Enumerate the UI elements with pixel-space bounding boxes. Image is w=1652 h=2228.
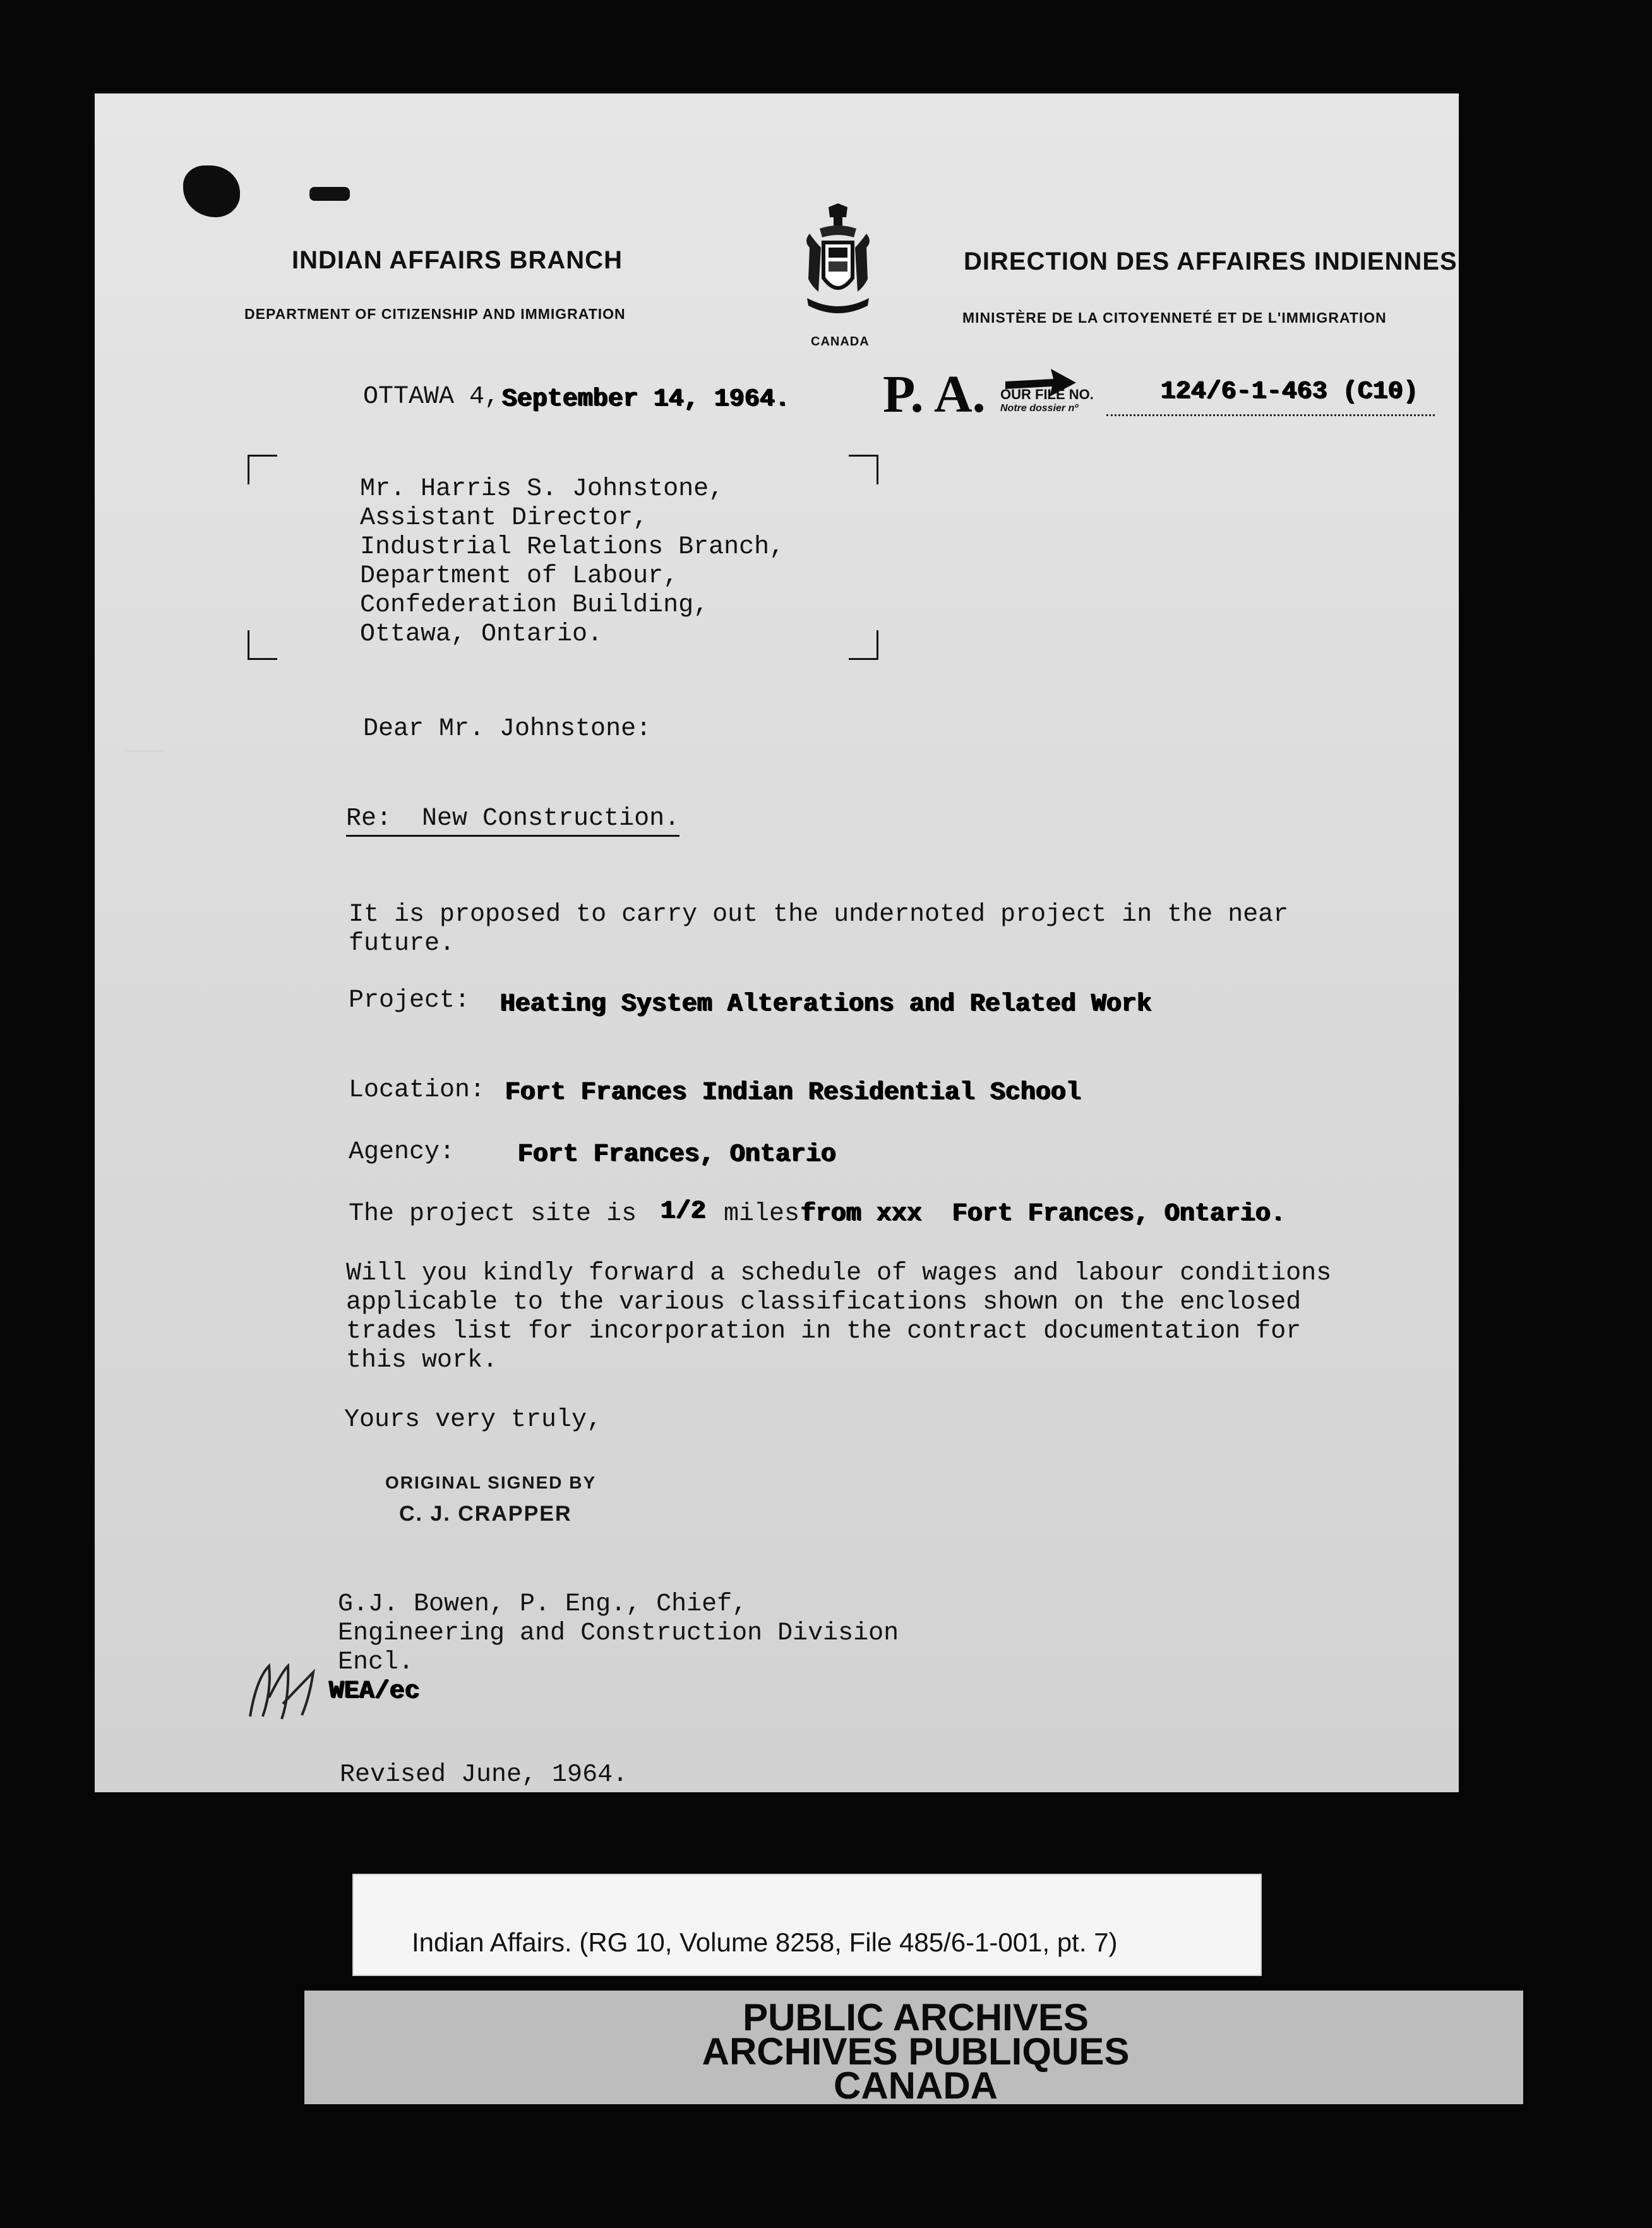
signatory-block xyxy=(329,1590,899,1706)
project-label: Project: xyxy=(349,986,470,1015)
revised-note: Revised June, 1964. xyxy=(340,1761,628,1789)
closing: Yours very truly, xyxy=(344,1406,602,1434)
addressee-line: Ottawa, Ontario. xyxy=(360,620,603,649)
pa-mark: P. A. xyxy=(883,365,986,424)
site-from: from xxx Fort Frances, Ontario. xyxy=(801,1200,1286,1228)
file-number-underline xyxy=(1106,414,1435,416)
bracket-bottom-right xyxy=(849,630,878,660)
archive-label-strip xyxy=(352,1874,1262,1976)
signatory-line: Engineering and Construction Division xyxy=(338,1619,899,1648)
archive-stamp-line: ARCHIVES PUBLIQUES xyxy=(702,2030,1130,2073)
handwritten-initial-icon xyxy=(244,1653,332,1729)
agency-value: Fort Frances, Ontario xyxy=(518,1141,837,1169)
crest-label: CANADA xyxy=(811,335,870,349)
request-line: Will you kindly forward a schedule of wages and labour conditions xyxy=(346,1259,1332,1288)
initials: WEA/ec xyxy=(329,1677,421,1706)
site-miles: miles xyxy=(724,1200,800,1228)
request-line: this work. xyxy=(346,1346,498,1375)
intro-line: It is proposed to carry out the undernoted project in the near xyxy=(349,901,1289,929)
intro-line: future. xyxy=(349,930,455,958)
location-value: Fort Frances Indian Residential School xyxy=(505,1079,1082,1107)
file-number-label: OUR FILE NO. xyxy=(1000,386,1094,402)
addressee-line: Confederation Building, xyxy=(360,591,709,620)
location-label: Location: xyxy=(349,1076,486,1105)
request-line: trades list for incorporation in the contract documentation for xyxy=(346,1317,1302,1346)
file-number: 124/6-1-463 (C10) xyxy=(1161,378,1419,406)
addressee-line: Assistant Director, xyxy=(360,504,649,532)
bracket-bottom-left xyxy=(248,630,277,660)
ink-mark xyxy=(309,187,350,201)
enclosure: Encl. xyxy=(338,1648,414,1677)
right-letterhead-subtitle: MINISTÈRE DE LA CITOYENNETÉ ET DE L'IMMIGRATION xyxy=(962,309,1387,326)
intro-paragraph xyxy=(349,901,1288,959)
addressee-block xyxy=(360,475,784,649)
request-paragraph xyxy=(346,1259,1331,1375)
dateline-place: OTTAWA 4, xyxy=(363,383,500,411)
margin-tick xyxy=(126,750,164,752)
left-letterhead-title: INDIAN AFFAIRS BRANCH xyxy=(292,246,623,274)
signature-stamp-line2: C. J. CRAPPER xyxy=(399,1502,572,1526)
site-prefix: The project site is xyxy=(349,1200,637,1228)
bracket-top-left xyxy=(248,455,277,484)
dateline-date: September 14, 1964. xyxy=(502,385,791,414)
right-letterhead-title: DIRECTION DES AFFAIRES INDIENNES xyxy=(964,248,1457,275)
left-letterhead-subtitle: DEPARTMENT OF CITIZENSHIP AND IMMIGRATION xyxy=(244,306,626,322)
archive-reference: Indian Affairs. (RG 10, Volume 8258, File 485/6-1-001, pt. 7) xyxy=(412,1927,1118,1957)
salutation: Dear Mr. Johnstone: xyxy=(363,715,652,743)
signatory-line: G.J. Bowen, P. Eng., Chief, xyxy=(338,1590,748,1619)
bracket-top-right xyxy=(849,455,878,484)
signature-stamp-line1: ORIGINAL SIGNED BY xyxy=(385,1473,597,1492)
subject-line: Re: New Construction. xyxy=(346,805,679,837)
addressee-line: Mr. Harris S. Johnstone, xyxy=(360,475,724,503)
project-value: Heating System Alterations and Related Work xyxy=(500,990,1152,1019)
archive-stamp-text xyxy=(638,1996,1194,2107)
site-distance: 1/2 xyxy=(661,1197,707,1226)
archive-stamp-line: PUBLIC ARCHIVES xyxy=(743,1996,1089,2039)
agency-label: Agency: xyxy=(349,1138,455,1166)
addressee-line: Industrial Relations Branch, xyxy=(360,533,785,561)
request-line: applicable to the various classifications shown on the enclosed xyxy=(346,1288,1302,1317)
canada-crest-icon xyxy=(791,203,885,323)
archive-stamp-line: CANADA xyxy=(834,2064,998,2107)
file-number-label-fr: Notre dossier nº xyxy=(1000,403,1079,414)
addressee-line: Department of Labour, xyxy=(360,562,679,590)
